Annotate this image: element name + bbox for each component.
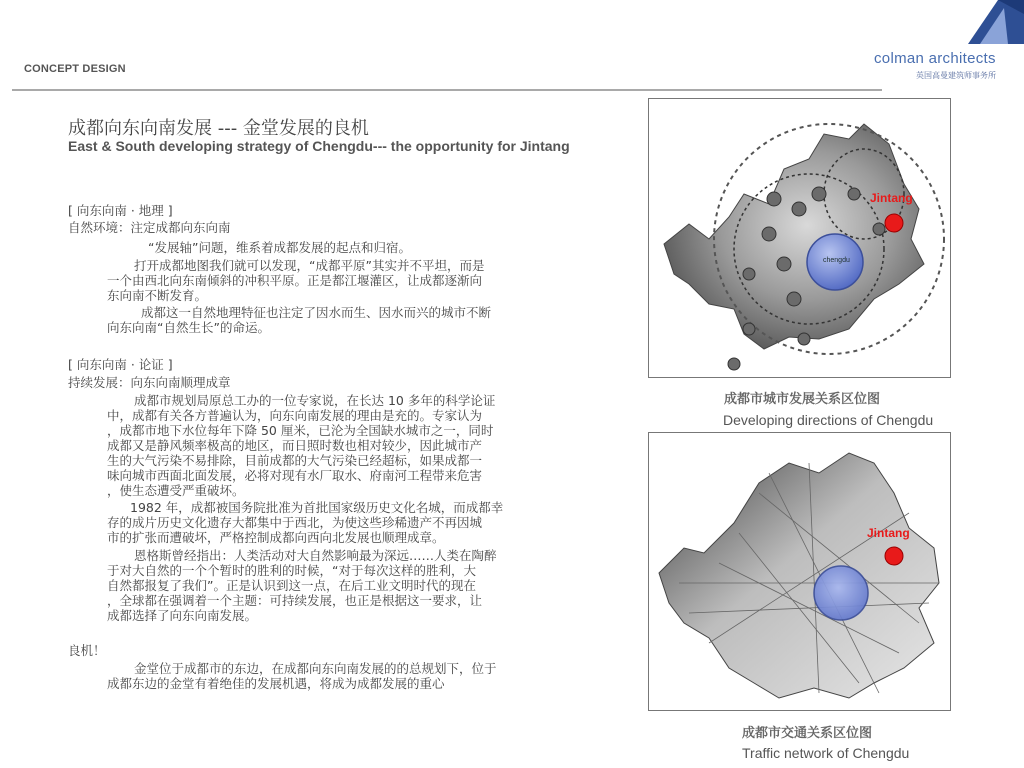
text-line: 自然都报复了我们”。正是认识到这一点，在后工业文明时代的现在 — [107, 578, 476, 593]
section-heading: [ 向东向南 · 论证 ] — [68, 357, 173, 372]
chengdu-label: chengdu — [823, 257, 850, 264]
map-illustration — [649, 433, 950, 710]
map-caption-en: Traffic network of Chengdu — [742, 745, 910, 761]
logo-icon — [968, 0, 1024, 44]
page-title: 成都向东向南发展 --- 金堂发展的良机 — [68, 118, 369, 139]
text-line: 味向城市西面北面发展，必将对现有水厂取水、府南河工程带来危害 — [107, 468, 483, 483]
section-subheading: 自然环境：注定成都向东向南 — [68, 220, 231, 235]
jintang-label: Jintang — [867, 526, 910, 540]
map-caption: 成都市城市发展关系区位图 — [724, 392, 881, 407]
text-line: 成都市规划局原总工办的一位专家说，在长达 10 多年的科学论证 — [134, 393, 496, 408]
company-name-cn: 英国高曼建筑师事务所 — [916, 71, 996, 80]
section-heading: 良机！ — [68, 643, 106, 658]
text-line: ，使生态遭受严重破坏。 — [107, 483, 245, 498]
jintang-marker — [885, 547, 903, 565]
text-line: 1982 年，成都被国务院批准为首批国家级历史文化名城，而成都幸 — [130, 500, 504, 515]
text-line: 恩格斯曾经指出：人类活动对大自然影响最为深远……人类在陶醉 — [134, 548, 497, 563]
map-caption-en: Developing directions of Chengdu — [723, 412, 934, 428]
text-line: 存的成片历史文化遗存大都集中于西北，为使这些珍稀遗产不再因城 — [107, 515, 483, 530]
text-line: 成都又是静风频率极高的地区，而日照时数也相对较少，因此城市产 — [107, 438, 483, 453]
header-divider — [12, 89, 882, 91]
text-line: 中，成都有关各方普遍认为，向东向南发展的理由是充的。专家认为 — [107, 408, 483, 423]
text-line: 东向南不断发育。 — [107, 288, 208, 303]
text-line: “发展轴”问题，维系着成都发展的起点和归宿。 — [148, 240, 411, 255]
section-heading: [ 向东向南 · 地理 ] — [68, 203, 173, 218]
page-subtitle: East & South developing strategy of Chengdu--- the opportunity for Jintang — [68, 138, 570, 154]
text-line: 成都选择了向东向南发展。 — [107, 608, 258, 623]
text-line: 成都东边的金堂有着绝佳的发展机遇，将成为成都发展的重心 — [107, 676, 445, 691]
section-label: CONCEPT DESIGN — [24, 63, 126, 75]
text-line: 于对大自然的一个个暂时的胜利的时候，“对于每次这样的胜利，大 — [107, 563, 476, 578]
text-line: ，全球都在强调着一个主题：可持续发展，也正是根据这一要求，让 — [107, 593, 483, 608]
text-line: ，成都市地下水位每年下降 50 厘米，已沦为全国缺水城市之一，同时 — [107, 423, 494, 438]
text-line: 一个由西北向东南倾斜的冲积平原。正是都江堰灌区，让成都逐渐向 — [107, 273, 483, 288]
chengdu-center-marker — [814, 566, 868, 620]
map-caption: 成都市交通关系区位图 — [742, 726, 873, 741]
map-illustration — [649, 99, 950, 377]
text-line: 打开成都地图我们就可以发现，“成都平原”其实并不平坦，而是 — [134, 258, 485, 273]
section-subheading: 持续发展：向东向南顺理成章 — [68, 375, 231, 390]
text-line: 金堂位于成都市的东边，在成都向东向南发展的的总规划下，位于 — [134, 661, 497, 676]
traffic-map — [648, 432, 951, 711]
company-name: colman architects — [874, 50, 996, 67]
jintang-label: Jintang — [870, 191, 913, 205]
text-line: 成都这一自然地理特征也注定了因水而生、因水而兴的城市不断 — [141, 305, 492, 320]
text-line: 市的扩张而遭破坏，严格控制成都向西向北发展也顺理成章。 — [107, 530, 445, 545]
text-line: 生的大气污染不易排除，目前成都的大气污染已经超标，如果成都一 — [107, 453, 483, 468]
jintang-marker — [885, 214, 903, 232]
development-map — [648, 98, 951, 378]
text-line: 向东向南“自然生长”的命运。 — [107, 320, 270, 335]
